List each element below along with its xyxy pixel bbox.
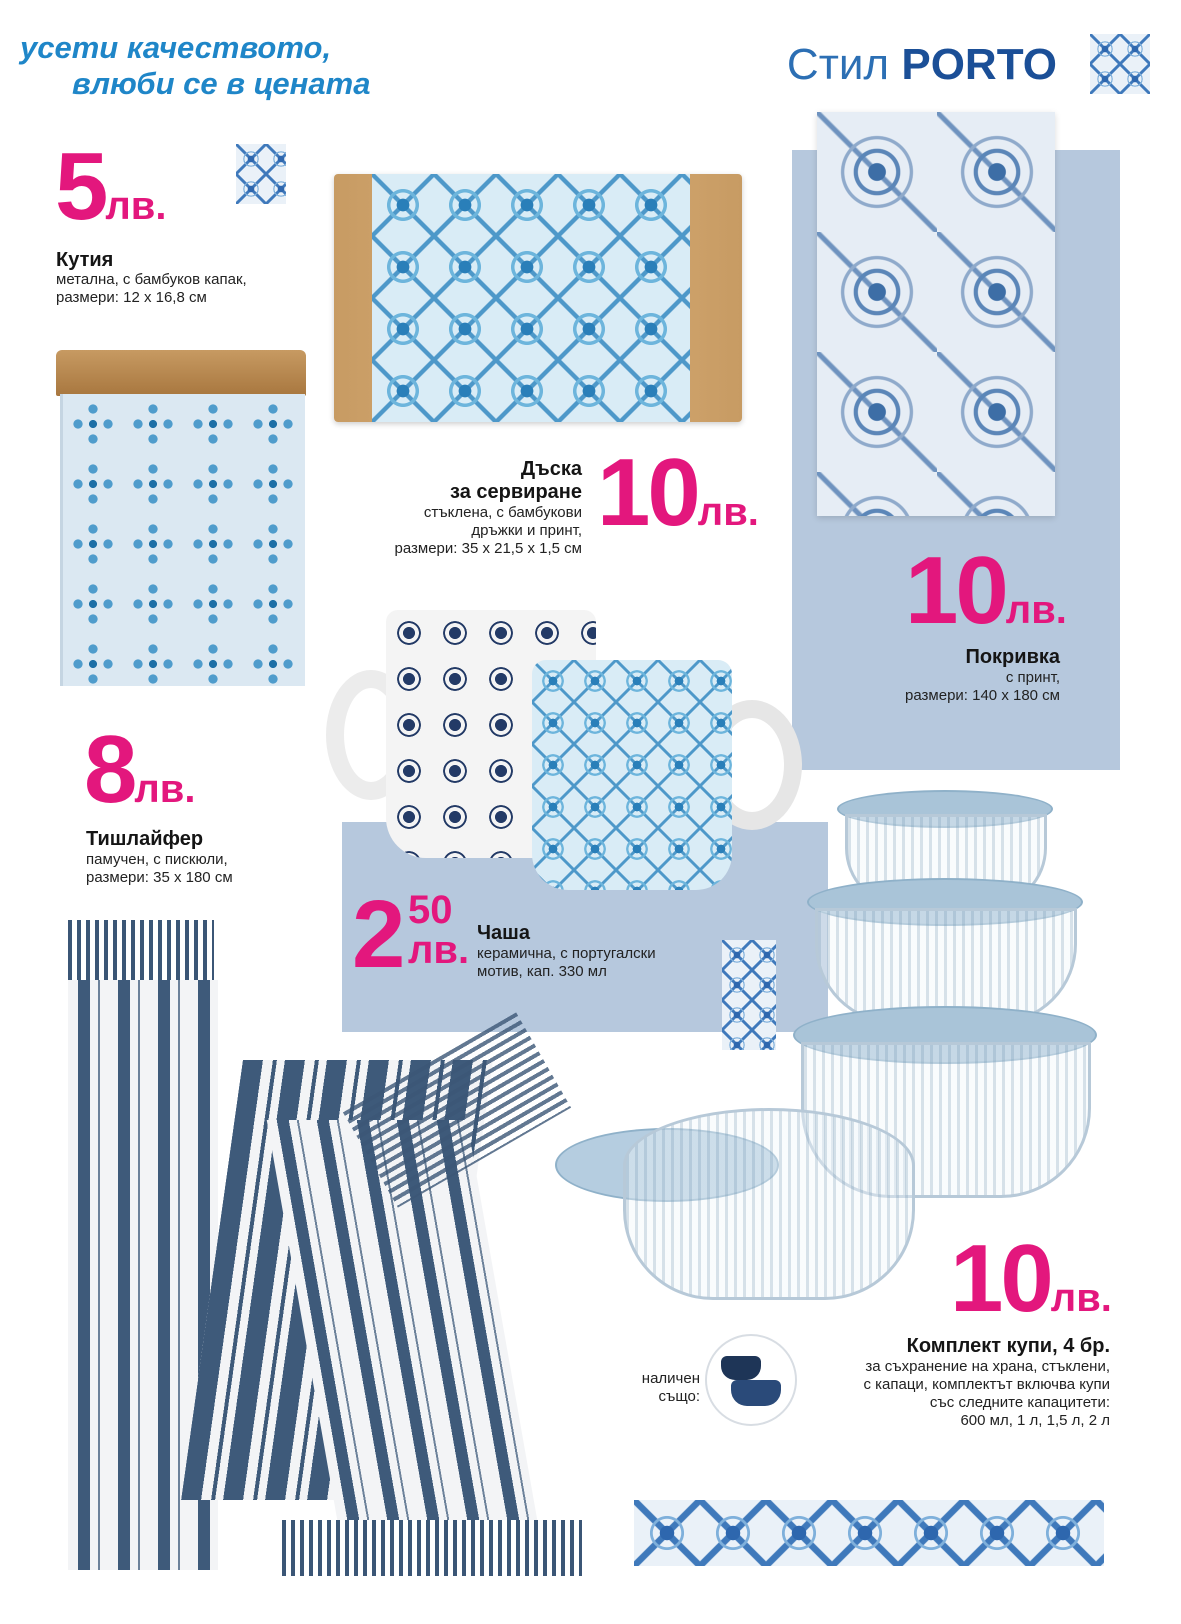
mug-price-currency: лв. — [408, 928, 470, 972]
tablecloth-price-currency: лв. — [1005, 588, 1067, 632]
bowls-variant-navy-2 — [731, 1380, 781, 1406]
box-desc — [56, 271, 247, 307]
bottom-tile-strip — [634, 1500, 1104, 1566]
tablecloth-title: Покривка — [965, 646, 1060, 668]
bowls-also-available — [600, 1370, 700, 1406]
bowls-price-currency: лв. — [1050, 1276, 1112, 1320]
box-image — [56, 350, 306, 686]
slogan — [20, 30, 370, 102]
box-price — [55, 133, 167, 240]
board-glass-print — [372, 174, 690, 422]
box-desc-line: метална, с бамбуков капак, — [56, 271, 247, 288]
board-desc-line: стъклена, с бамбукови — [423, 504, 582, 521]
mug-desc-line: мотив, кап. 330 мл — [477, 963, 607, 980]
board-price — [597, 439, 759, 546]
board-title-line: Дъска — [520, 458, 582, 480]
runner-fringe-bottom — [282, 1520, 582, 1576]
header-tile-swatch — [1090, 34, 1150, 94]
brand-name: PORTO — [901, 40, 1057, 89]
bowls-desc-line: за съхранение на храна, стъклени, — [865, 1358, 1110, 1375]
slogan-line-1: усети качеството, — [20, 30, 332, 65]
mug-desc-line: керамична, с португалски — [477, 945, 656, 962]
tablecloth-text — [860, 646, 1060, 705]
box-lid — [56, 350, 306, 396]
runner-desc-line: памучен, с пискюли, — [86, 851, 228, 868]
bowls-variant-navy-1 — [721, 1356, 761, 1380]
runner-price — [84, 716, 196, 823]
board-text — [370, 458, 582, 558]
box-tile-swatch — [236, 144, 286, 204]
box-desc-line: размери: 12 х 16,8 см — [56, 289, 207, 306]
board-image — [334, 174, 742, 422]
tablecloth-image — [817, 112, 1055, 516]
box-price-currency: лв. — [105, 184, 167, 228]
brand-word: Стил — [786, 40, 890, 89]
bowls-price-value: 10 — [950, 1225, 1051, 1332]
runner-desc-line: размери: 35 х 180 см — [86, 869, 233, 886]
bowls-desc-line: с капаци, комплектът включва купи — [863, 1376, 1110, 1393]
bowls-text — [780, 1335, 1110, 1430]
bowls-price — [950, 1225, 1112, 1332]
board-title-line: за сервиране — [450, 481, 582, 503]
tablecloth-desc-line: с принт, — [1005, 669, 1060, 686]
mug-title: Чаша — [477, 922, 530, 944]
runner-price-value: 8 — [84, 716, 135, 823]
tablecloth-desc-line: размери: 140 х 180 см — [905, 687, 1060, 704]
tablecloth-price — [905, 537, 1067, 644]
also-available-line: наличен — [641, 1370, 700, 1387]
bowl-front — [623, 1108, 915, 1300]
bowls-desc-line: 600 мл, 1 л, 1,5 л, 2 л — [960, 1412, 1110, 1429]
runner-price-currency: лв. — [134, 767, 196, 811]
bowls-desc-line: със следните капацитети: — [929, 1394, 1110, 1411]
board-price-value: 10 — [597, 439, 698, 546]
board-desc-line: размери: 35 х 21,5 х 1,5 см — [394, 540, 582, 557]
bowls-variant-circle — [705, 1334, 797, 1426]
mug-price-decimal: 50 — [408, 888, 453, 932]
box-price-value: 5 — [55, 133, 106, 240]
box-title: Кутия — [56, 249, 114, 271]
tablecloth-price-value: 10 — [905, 537, 1006, 644]
box-body — [60, 394, 305, 686]
runner-title: Тишлайфер — [86, 828, 204, 850]
slogan-line-2: влюби се в цената — [72, 66, 371, 101]
brand-title — [787, 40, 1057, 90]
mug-price-value: 2 — [352, 881, 403, 988]
runner-text — [86, 828, 233, 887]
also-available-line: също: — [658, 1388, 700, 1405]
board-desc-line: дръжки и принт, — [471, 522, 582, 539]
bowls-title: Комплект купи, 4 бр. — [906, 1335, 1110, 1357]
board-price-currency: лв. — [697, 490, 759, 534]
